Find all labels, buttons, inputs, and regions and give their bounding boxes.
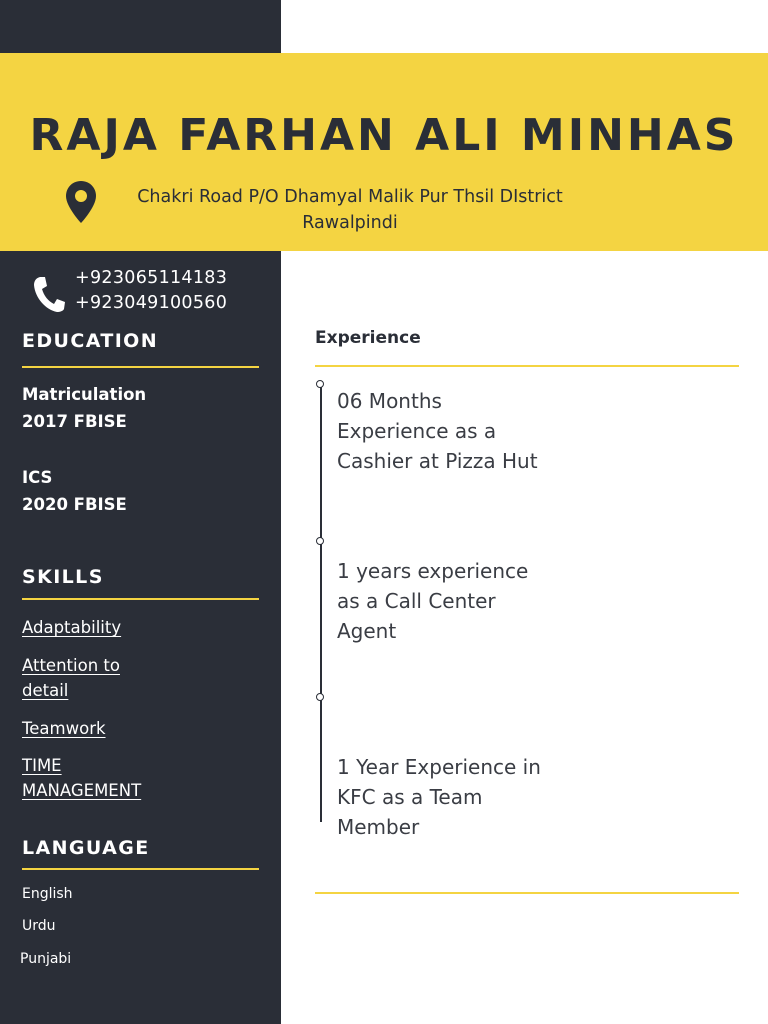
experience-item [337, 556, 587, 646]
experience-divider-top [315, 365, 739, 367]
language-item: Punjabi [20, 951, 72, 967]
experience-text: 1 Year Experience in [337, 755, 541, 779]
experience-text: Cashier at Pizza Hut [337, 449, 538, 473]
address-line-2: Rawalpindi [302, 213, 398, 233]
candidate-name: RAJA FARHAN ALI MINHAS [29, 110, 739, 161]
language-item: English [22, 886, 73, 902]
skill-label-continued: detail [22, 681, 69, 700]
experience-text: 06 Months [337, 389, 442, 413]
skill-label: Teamwork [22, 719, 106, 738]
education-item [22, 464, 127, 518]
timeline-line [320, 384, 322, 822]
skill-label: TIME [22, 756, 62, 775]
location-pin-icon [64, 180, 98, 224]
experience-text: 1 years experience [337, 559, 529, 583]
education-year-board: 2017 FBISE [22, 412, 127, 431]
experience-text: as a Call Center [337, 589, 496, 613]
experience-item [337, 386, 587, 476]
language-title: LANGUAGE [22, 837, 150, 859]
experience-text: Member [337, 815, 420, 839]
timeline-dot [316, 693, 324, 701]
education-degree: ICS [22, 468, 53, 487]
skill-label: Adaptability [22, 618, 122, 637]
phone-icon [30, 274, 66, 314]
skill-item [22, 753, 141, 803]
skill-item [22, 653, 120, 703]
timeline-dot [316, 537, 324, 545]
phone-number-1: +923065114183 [75, 268, 228, 288]
phone-numbers [75, 266, 227, 316]
experience-text: Agent [337, 619, 397, 643]
education-degree: Matriculation [22, 385, 147, 404]
experience-title: Experience [315, 328, 421, 348]
education-title: EDUCATION [22, 330, 159, 352]
education-item [22, 381, 146, 435]
skill-item [22, 615, 121, 640]
language-item: Urdu [22, 918, 56, 934]
skill-label-continued: MANAGEMENT [22, 781, 142, 800]
address-line-1: Chakri Road P/O Dhamyal Malik Pur Thsil DIstrict [137, 187, 563, 207]
skill-item [22, 716, 106, 741]
address [98, 184, 602, 236]
skills-title: SKILLS [22, 566, 104, 588]
timeline-dot [316, 380, 324, 388]
education-year-board: 2020 FBISE [22, 495, 127, 514]
experience-text: KFC as a Team [337, 785, 483, 809]
experience-text: Experience as a [337, 419, 497, 443]
phone-number-2: +923049100560 [75, 293, 228, 313]
education-divider [22, 366, 259, 368]
experience-divider-bottom [315, 892, 739, 894]
skill-label: Attention to [22, 656, 120, 675]
skills-divider [22, 598, 259, 600]
experience-item [337, 752, 587, 842]
language-divider [22, 868, 259, 870]
